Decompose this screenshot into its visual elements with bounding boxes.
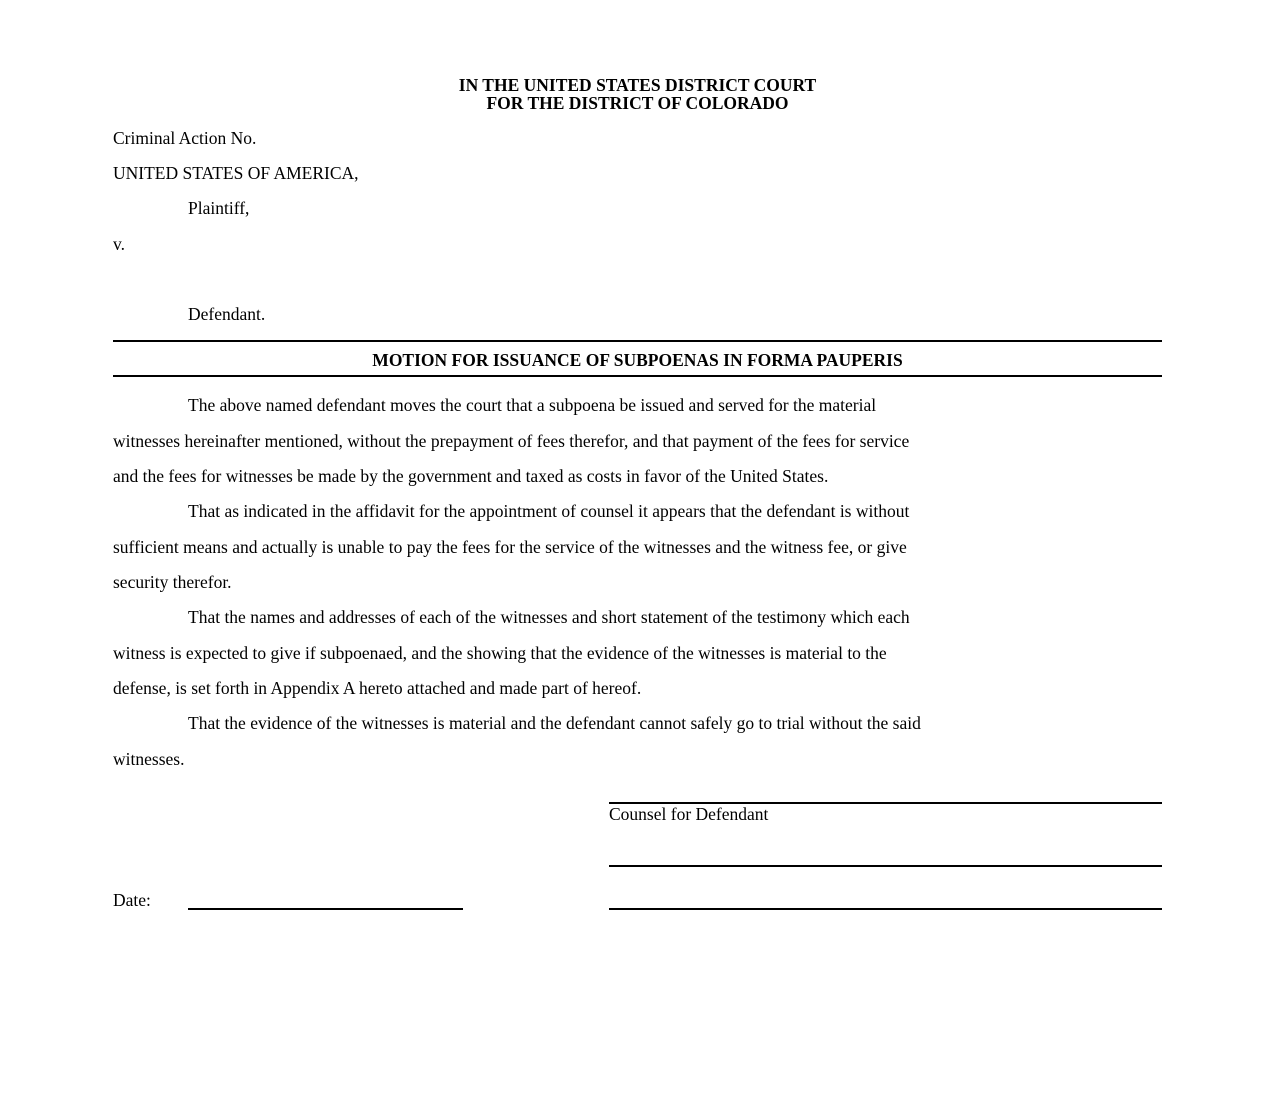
defendant-role: Defendant. xyxy=(188,304,266,324)
paragraph-4-line-1: That the evidence of the witnesses is material and the defendant cannot safely go to trial without the said xyxy=(188,713,921,733)
paragraph-3-line-1: That the names and addresses of each of the witnesses and short statement of the testimony which each xyxy=(188,607,910,627)
court-title-line2: FOR THE DISTRICT OF COLORADO xyxy=(486,93,789,113)
counsel-address-line-1[interactable] xyxy=(609,865,1162,867)
paragraph-4-line-2: witnesses. xyxy=(113,749,185,769)
date-line[interactable] xyxy=(188,908,463,910)
court-title-line1: IN THE UNITED STATES DISTRICT COURT xyxy=(458,75,817,95)
counsel-label: Counsel for Defendant xyxy=(609,804,769,824)
paragraph-2-line-2: sufficient means and actually is unable to pay the fees for the service of the witnesses and the witness fee, or give xyxy=(113,537,907,557)
paragraph-2-line-3: security therefor. xyxy=(113,572,232,592)
motion-title: MOTION FOR ISSUANCE OF SUBPOENAS IN FORMA PAUPERIS xyxy=(372,350,903,370)
plaintiff-role: Plaintiff, xyxy=(188,198,250,218)
paragraph-3-line-3: defense, is set forth in Appendix A hereto attached and made part of hereof. xyxy=(113,678,642,698)
plaintiff-name: UNITED STATES OF AMERICA, xyxy=(113,163,359,183)
title-bottom-rule xyxy=(113,375,1162,377)
counsel-address-line-2[interactable] xyxy=(609,908,1162,910)
versus: v. xyxy=(113,234,125,254)
paragraph-1-line-3: and the fees for witnesses be made by the government and taxed as costs in favor of the United States. xyxy=(113,466,829,486)
title-top-rule xyxy=(113,340,1162,342)
paragraph-2-line-1: That as indicated in the affidavit for the appointment of counsel it appears that the defendant is without xyxy=(188,501,910,521)
paragraph-3-line-2: witness is expected to give if subpoenaed, and the showing that the evidence of the witnesses is material to the xyxy=(113,643,887,663)
date-label: Date: xyxy=(113,890,151,910)
paragraph-1-line-1: The above named defendant moves the court that a subpoena be issued and served for the material xyxy=(188,395,877,415)
criminal-action-number: Criminal Action No. xyxy=(113,128,257,148)
paragraph-1-line-2: witnesses hereinafter mentioned, without the prepayment of fees therefor, and that payment of the fees for service xyxy=(113,431,910,451)
